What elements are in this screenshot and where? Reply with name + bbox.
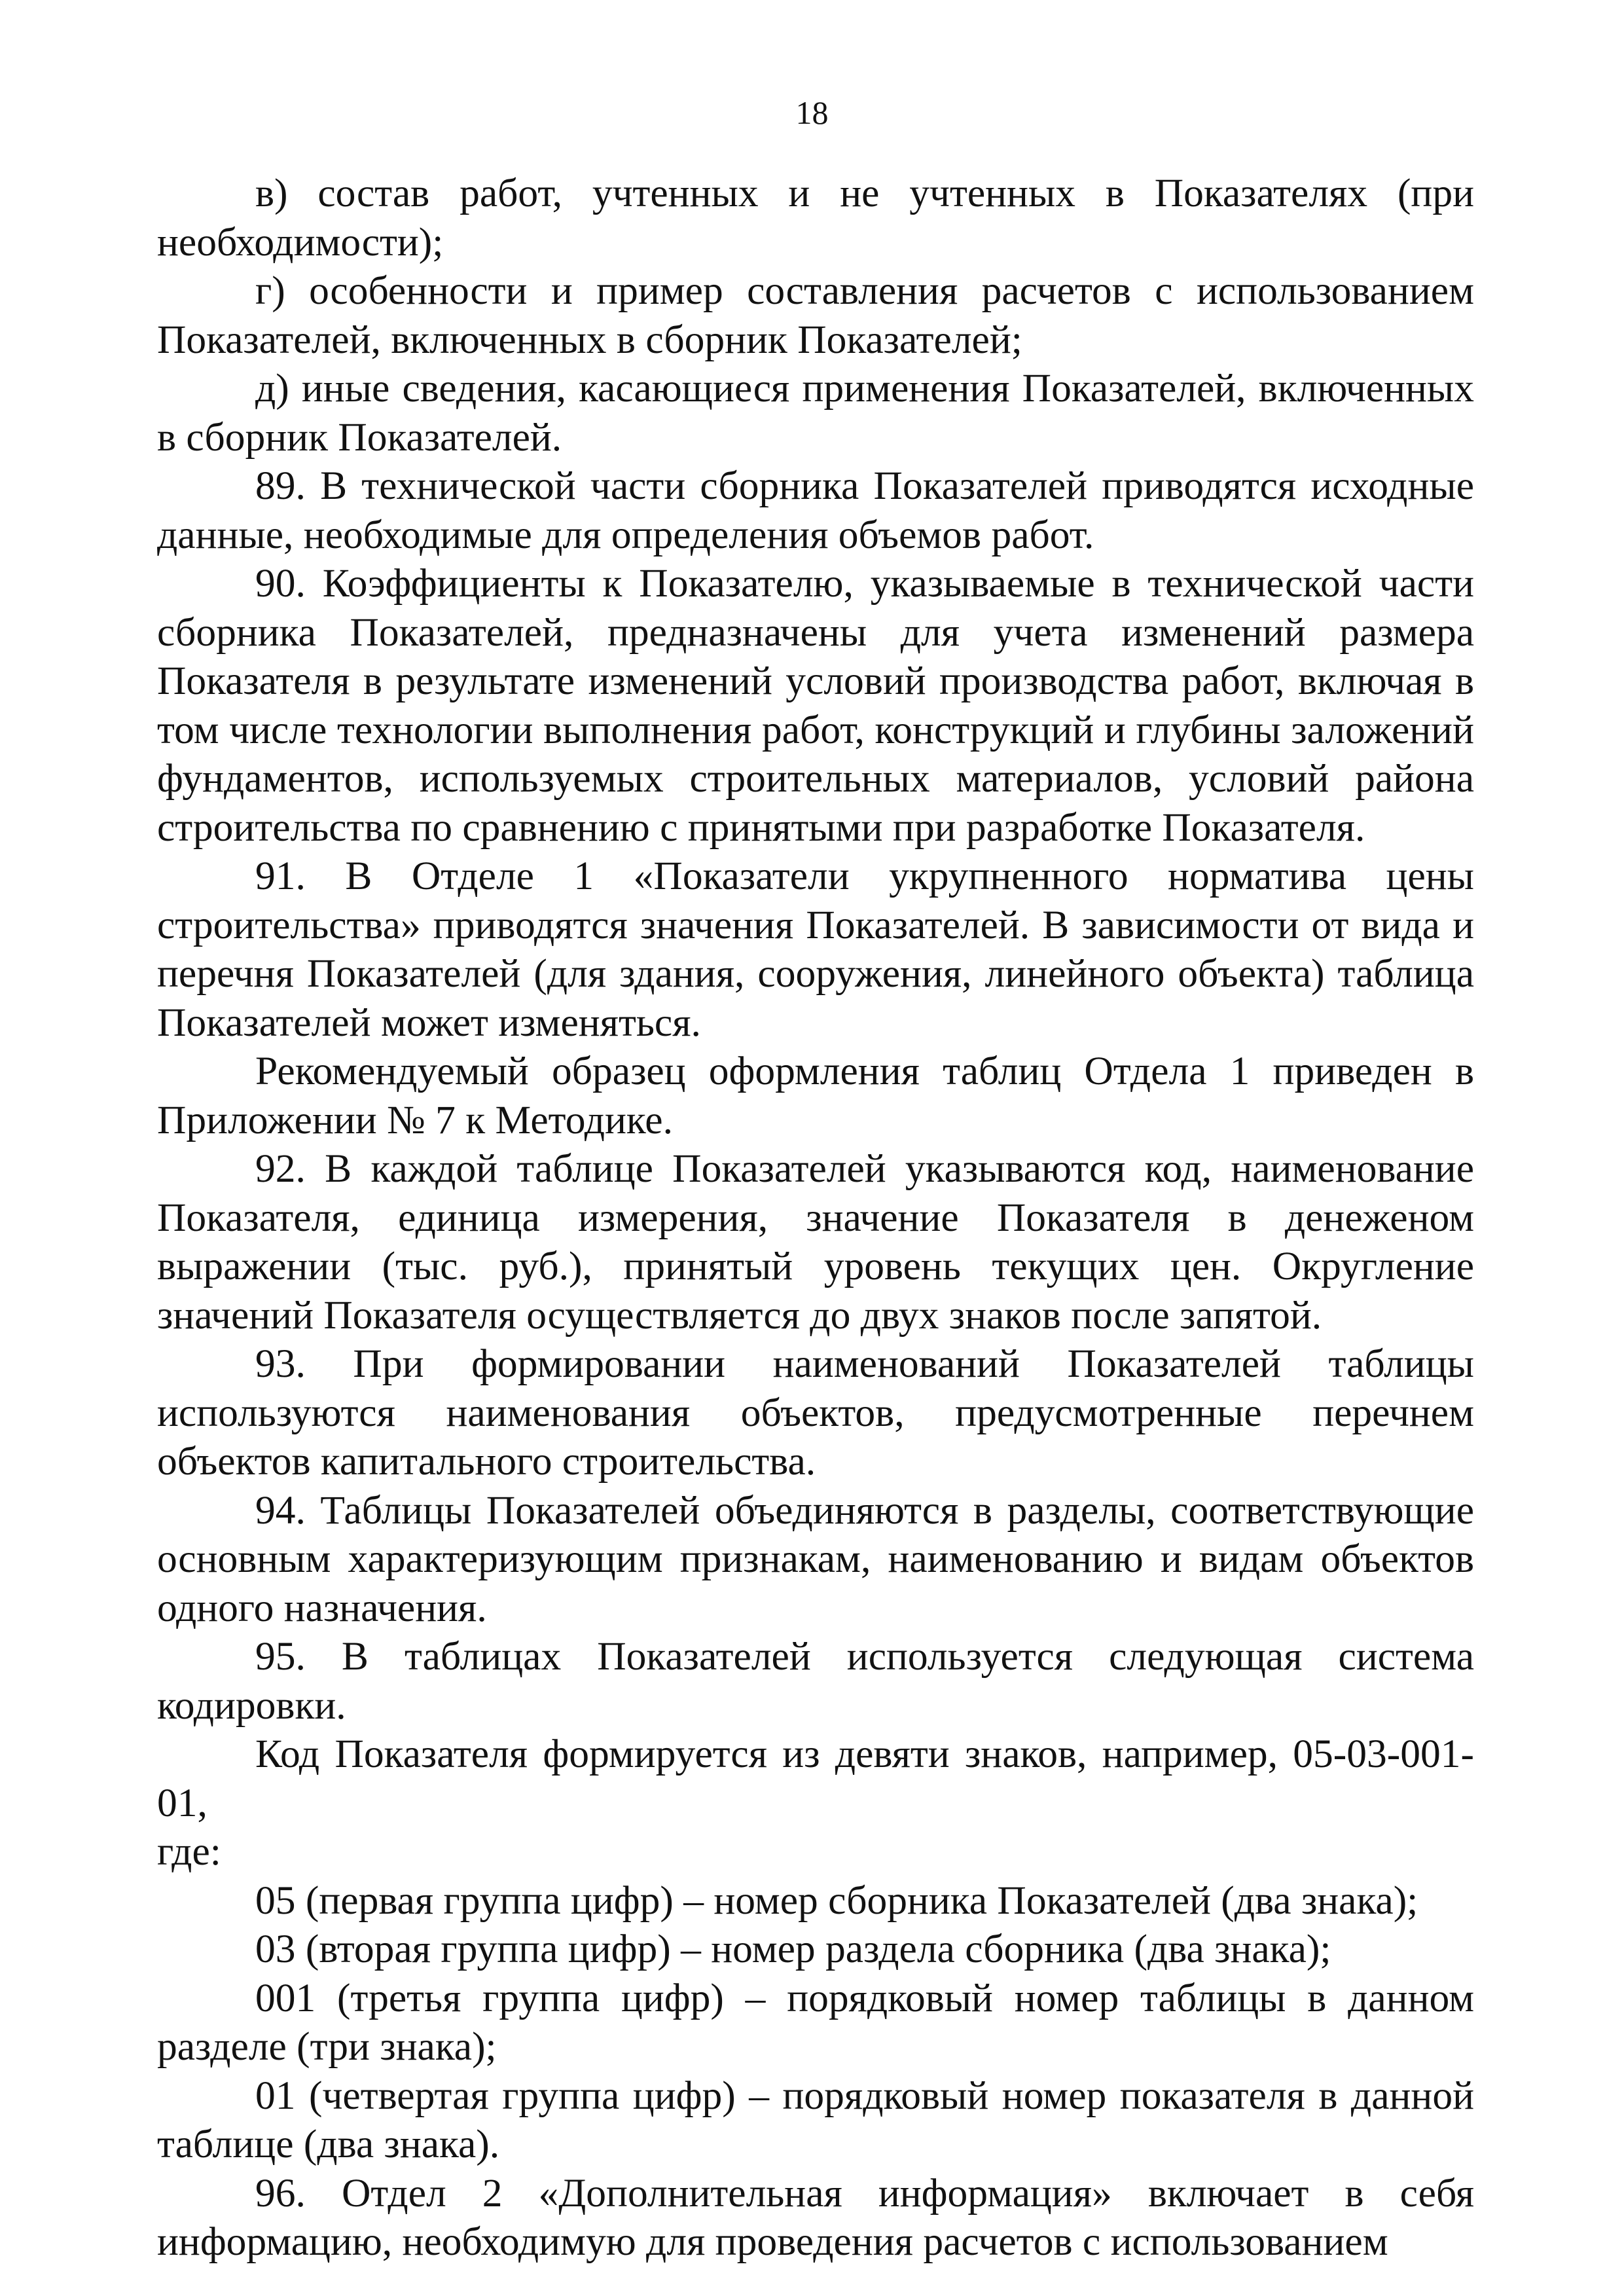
paragraph-v: в) состав работ, учтенных и не учтенных в Показателях (при необходимости);	[157, 171, 1474, 264]
paragraph-code-group-1: 05 (первая группа цифр) – номер сборника Показателей (два знака);	[255, 1878, 1418, 1923]
paragraph-96: 96. Отдел 2 «Дополнительная информация» включает в себя информацию, необходимую для проведения расчетов с использованием	[157, 2170, 1474, 2264]
paragraph-93: 93. При формировании наименований Показателей таблицы используются наименования объектов, предусмотренные перечнем объектов капитального строительства.	[157, 1341, 1474, 1484]
paragraph-91-note: Рекомендуемый образец оформления таблиц Отдела 1 приведен в Приложении № 7 к Методике.	[157, 1049, 1474, 1142]
paragraph-code-group-4: 01 (четвертая группа цифр) – порядковый номер показателя в данной таблице (два знака).	[157, 2073, 1474, 2166]
paragraph-code-intro: Код Показателя формируется из девяти знаков, например, 05-03-001-01,	[157, 1732, 1474, 1825]
page-number: 18	[795, 94, 829, 131]
paragraph-d: д) иные сведения, касающиеся применения Показателей, включенных в сборник Показателей.	[157, 366, 1474, 460]
paragraph-where: где:	[157, 1829, 221, 1874]
paragraph-91: 91. В Отделе 1 «Показатели укрупненного норматива цены строительства» приводятся значения Показателей. В зависимости от вида и перечня Показателей (для здания, сооружения, линейного объекта) таблица Показателей может изменяться.	[157, 854, 1474, 1045]
paragraph-92: 92. В каждой таблице Показателей указываются код, наименование Показателя, единица измерения, значение Показателя в денеженом выражении (тыс. руб.), принятый уровень текущих цен. Округление значений Показателя осуществляется до двух знаков после запятой.	[157, 1146, 1474, 1338]
paragraph-code-group-3: 001 (третья группа цифр) – порядковый номер таблицы в данном разделе (три знака);	[157, 1975, 1474, 2069]
paragraph-95: 95. В таблицах Показателей используется следующая система кодировки.	[157, 1634, 1474, 1728]
paragraph-90: 90. Коэффициенты к Показателю, указываемые в технической части сборника Показателей, предназначены для учета изменений размера Показателя в результате изменений условий производства работ, включая в том числе технологии выполнения работ, конструкций и глубины заложений фундаментов, используемых строительных материалов, условий района строительства по сравнению с принятыми при разработке Показателя.	[157, 561, 1474, 850]
paragraph-g: г) особенности и пример составления расчетов с использованием Показателей, включенных в сборник Показателей;	[157, 268, 1474, 362]
paragraph-code-group-2: 03 (вторая группа цифр) – номер раздела сборника (два знака);	[255, 1927, 1331, 1971]
paragraph-89: 89. В технической части сборника Показателей приводятся исходные данные, необходимые для определения объемов работ.	[157, 464, 1474, 557]
document-body	[157, 169, 1474, 2267]
paragraph-94: 94. Таблицы Показателей объединяются в разделы, соответствующие основным характеризующим признакам, наименованию и видам объектов одного назначения.	[157, 1487, 1474, 1630]
